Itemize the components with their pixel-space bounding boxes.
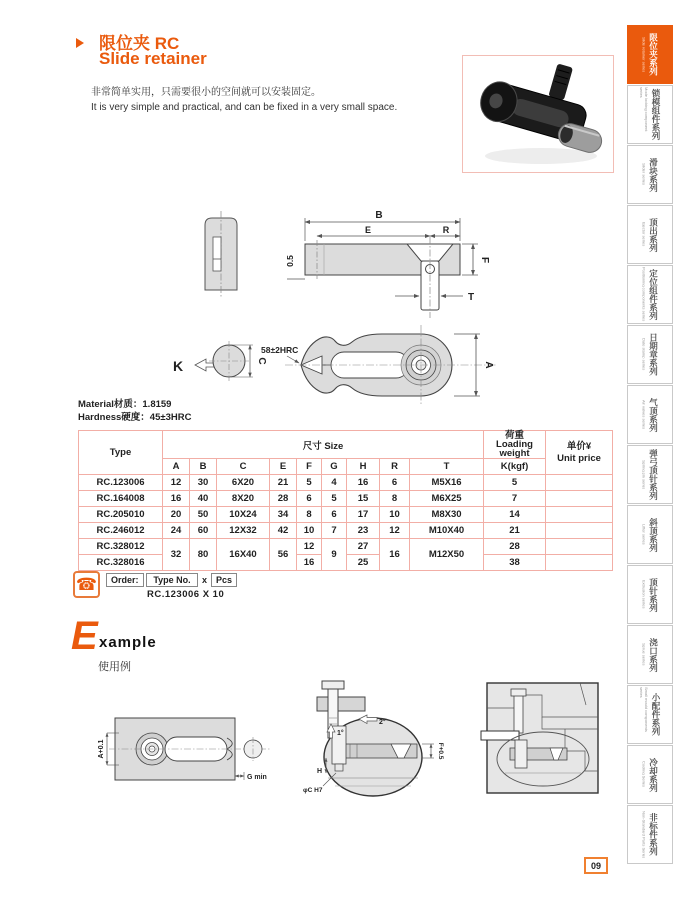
value-cell: 15: [347, 491, 380, 507]
col-header-G: G: [322, 459, 347, 475]
tab-label-en: Slider series: [641, 163, 647, 186]
value-cell: 17: [347, 507, 380, 523]
sidebar-tab-3[interactable]: [627, 145, 673, 204]
tab-label-en: Sprue series: [641, 643, 647, 666]
dim-label-A: A: [483, 361, 494, 369]
page-number: 09: [584, 857, 608, 874]
value-cell: 16: [163, 491, 190, 507]
dim-label-phi-c: φC H7: [303, 787, 323, 794]
col-header-H: H: [347, 459, 380, 475]
value-cell: 6: [322, 507, 347, 523]
value-cell: 6X20: [217, 475, 270, 491]
description-en: It is very simple and practical, and can be fixed in a very small space.: [91, 102, 398, 113]
type-cell: RC.328016: [79, 555, 163, 571]
tab-label-en: Air valves series: [641, 399, 647, 430]
page-title-zh: 限位夹 RC: [99, 34, 180, 53]
type-cell: RC.246012: [79, 523, 163, 539]
col-header-E: E: [270, 459, 297, 475]
sidebar-tab-8[interactable]: [627, 445, 673, 504]
value-cell: 12: [163, 475, 190, 491]
value-cell: 16: [297, 555, 322, 571]
tab-label-zh: 气顶系列: [648, 397, 659, 432]
dim-label-f-tol: F+0.5: [437, 742, 444, 760]
tab-label-en: Mode locking component series: [639, 86, 649, 131]
type-cell: RC.164008: [79, 491, 163, 507]
type-cell: RC.205010: [79, 507, 163, 523]
dim-label-B: B: [375, 210, 383, 221]
value-cell: 12X32: [217, 523, 270, 539]
value-cell: [546, 555, 613, 571]
dim-label-g-min: G min: [247, 774, 267, 781]
material-line: Material材质：1.8159: [78, 399, 172, 410]
col-header-load: [484, 431, 546, 459]
table-row: [79, 491, 613, 507]
value-cell: 80: [190, 539, 217, 571]
page-title-en: Slide retainer: [99, 49, 207, 68]
price-label-en: Unit price: [557, 452, 601, 464]
value-cell: [546, 539, 613, 555]
value-cell: 9: [322, 539, 347, 571]
value-cell: 50: [190, 507, 217, 523]
example-subtitle: 使用例: [98, 661, 131, 673]
dim-label-a-tol: A+0.1: [98, 739, 105, 759]
value-cell: 20: [163, 507, 190, 523]
table-row: [79, 523, 613, 539]
value-cell: 10X24: [217, 507, 270, 523]
value-cell: 16: [380, 539, 410, 571]
value-cell: 23: [347, 523, 380, 539]
slide-retainer-photo: [463, 56, 613, 172]
value-cell: 16: [347, 475, 380, 491]
dim-label-deg1: 1°: [337, 730, 344, 737]
value-cell: 34: [270, 507, 297, 523]
tab-label-zh: 锁模组件系列: [651, 89, 661, 140]
value-cell: [546, 491, 613, 507]
value-cell: [546, 475, 613, 491]
value-cell: 30: [190, 475, 217, 491]
description-zh: 非常简单实用，只需要很小的空间就可以安装固定。: [91, 87, 321, 98]
sidebar-tab-12[interactable]: [627, 685, 673, 744]
tab-label-zh: 日期章系列: [648, 333, 659, 376]
sidebar-tab-6[interactable]: [627, 325, 673, 384]
bullet-arrow-icon: [76, 38, 84, 48]
value-cell: 5: [297, 475, 322, 491]
table-row: [79, 539, 613, 555]
tab-label-en: Spring pin series: [641, 459, 647, 490]
value-cell: 56: [270, 539, 297, 571]
value-cell: 16X40: [217, 539, 270, 571]
value-cell: 8: [297, 507, 322, 523]
value-cell: 28: [270, 491, 297, 507]
value-cell: 32: [163, 539, 190, 571]
tab-label-zh: 浇口系列: [648, 637, 659, 672]
value-cell: 24: [163, 523, 190, 539]
technical-drawing: [165, 195, 585, 410]
col-header-F: F: [297, 459, 322, 475]
type-cell: RC.328012: [79, 539, 163, 555]
col-header-T: T: [410, 459, 484, 475]
value-cell: [546, 507, 613, 523]
load-label-zh: 荷重: [505, 430, 525, 441]
table-row: [79, 555, 613, 571]
sidebar-tab-14[interactable]: [627, 805, 673, 864]
sidebar-tab-13[interactable]: [627, 745, 673, 804]
value-cell: 38: [484, 555, 546, 571]
spec-table-body: [79, 475, 613, 571]
value-cell: 6: [297, 491, 322, 507]
col-header-C: C: [217, 459, 270, 475]
value-cell: 14: [484, 507, 546, 523]
value-cell: 42: [270, 523, 297, 539]
sidebar: [627, 25, 673, 865]
value-cell: 28: [484, 539, 546, 555]
product-photo: [462, 55, 614, 173]
tab-label-zh: 小配件系列: [651, 693, 661, 736]
sidebar-tab-1[interactable]: [627, 25, 673, 84]
tab-label-zh: 滑块系列: [648, 157, 659, 192]
view-label-K: K: [173, 358, 184, 374]
dim-label-deg2: 2°: [379, 719, 386, 726]
value-cell: 40: [190, 491, 217, 507]
value-cell: 6: [380, 475, 410, 491]
value-cell: M5X16: [410, 475, 484, 491]
hardness-callout: 58±2HRC: [261, 345, 299, 355]
dim-label-F: F: [479, 256, 490, 264]
value-cell: 21: [270, 475, 297, 491]
value-cell: 60: [190, 523, 217, 539]
col-header-B: B: [190, 459, 217, 475]
value-cell: 21: [484, 523, 546, 539]
order-pcs-box: Pcs: [211, 573, 237, 587]
value-cell: 12: [297, 539, 322, 555]
sidebar-tab-2[interactable]: [627, 85, 673, 144]
example-heading: xample: [99, 634, 157, 651]
tab-label-en: Extrusion series: [641, 580, 647, 609]
product-description: [91, 85, 397, 115]
col-header-A: A: [163, 459, 190, 475]
value-cell: 12: [380, 523, 410, 539]
sidebar-tab-11[interactable]: [627, 625, 673, 684]
col-header-price: [546, 431, 613, 475]
sidebar-tab-4[interactable]: [627, 205, 673, 264]
tab-label-en: Slide retainer series: [641, 36, 647, 73]
value-cell: 27: [347, 539, 380, 555]
tab-label-en: Cooling Series: [641, 761, 647, 788]
table-header-row-1: [79, 431, 613, 459]
value-cell: [546, 523, 613, 539]
value-cell: 8: [380, 491, 410, 507]
order-sample: RC.123006 X 10: [147, 589, 225, 600]
hardness-line: Hardness硬度：45±3HRC: [78, 412, 192, 423]
tab-label-zh: 斜顶系列: [648, 517, 659, 552]
value-cell: 5: [322, 491, 347, 507]
type-cell: RC.123006: [79, 475, 163, 491]
value-cell: 8X20: [217, 491, 270, 507]
example-initial: E: [71, 614, 98, 658]
table-row: [79, 475, 613, 491]
tab-label-en: Date stamp series: [641, 338, 647, 371]
col-group-size: 尺寸 Size: [163, 431, 484, 459]
value-cell: 25: [347, 555, 380, 571]
tab-label-en: Ejector series: [641, 222, 647, 247]
tab-label-zh: 定位组件系列: [648, 269, 659, 320]
load-label-en: Loading weight: [496, 439, 533, 459]
spec-table: [78, 430, 613, 571]
price-label-zh: 单价¥: [566, 440, 592, 452]
value-cell: 5: [484, 475, 546, 491]
example-drawings: [95, 678, 615, 823]
value-cell: 7: [322, 523, 347, 539]
phone-icon: ☎: [73, 571, 100, 598]
dim-label-T: T: [468, 292, 475, 303]
col-header-R: R: [380, 459, 410, 475]
col-header-kgf: K(kgf): [484, 459, 546, 475]
sidebar-tab-5[interactable]: [627, 265, 673, 324]
dim-label-half: 0.5: [285, 255, 295, 267]
tab-label-en: Non-Standard Parts Series: [641, 810, 647, 859]
tab-label-zh: 冷却系列: [648, 757, 659, 792]
value-cell: M10X40: [410, 523, 484, 539]
tab-label-zh: 弹弓顶针系列: [648, 449, 659, 500]
value-cell: M6X25: [410, 491, 484, 507]
tab-label-zh: 非标件系列: [648, 813, 659, 856]
tab-label-en: Small mould components series: [639, 686, 649, 732]
value-cell: M8X30: [410, 507, 484, 523]
value-cell: 7: [484, 491, 546, 507]
tab-label-zh: 顶针系列: [648, 577, 659, 612]
value-cell: 4: [322, 475, 347, 491]
dim-label-R: R: [442, 225, 450, 235]
order-type-no-box: Type No.: [146, 573, 198, 587]
order-times: x: [202, 575, 208, 585]
value-cell: 10: [380, 507, 410, 523]
sidebar-tab-7[interactable]: [627, 385, 673, 444]
dim-label-E: E: [364, 225, 372, 235]
sidebar-tab-10[interactable]: [627, 565, 673, 624]
value-cell: M12X50: [410, 539, 484, 571]
tab-label-zh: 限位夹系列: [648, 33, 659, 76]
tab-label-en: Lifter series: [641, 524, 647, 545]
tab-label-en: Positioning components series: [641, 267, 647, 322]
col-header-type: Type: [79, 431, 163, 475]
dim-label-C: C: [256, 357, 267, 365]
sidebar-tab-9[interactable]: [627, 505, 673, 564]
tab-label-zh: 顶出系列: [648, 217, 659, 252]
value-cell: 10: [297, 523, 322, 539]
material-specs: [78, 398, 191, 424]
table-row: [79, 507, 613, 523]
dim-label-h: H: [317, 768, 323, 775]
order-label: Order:: [106, 573, 144, 587]
